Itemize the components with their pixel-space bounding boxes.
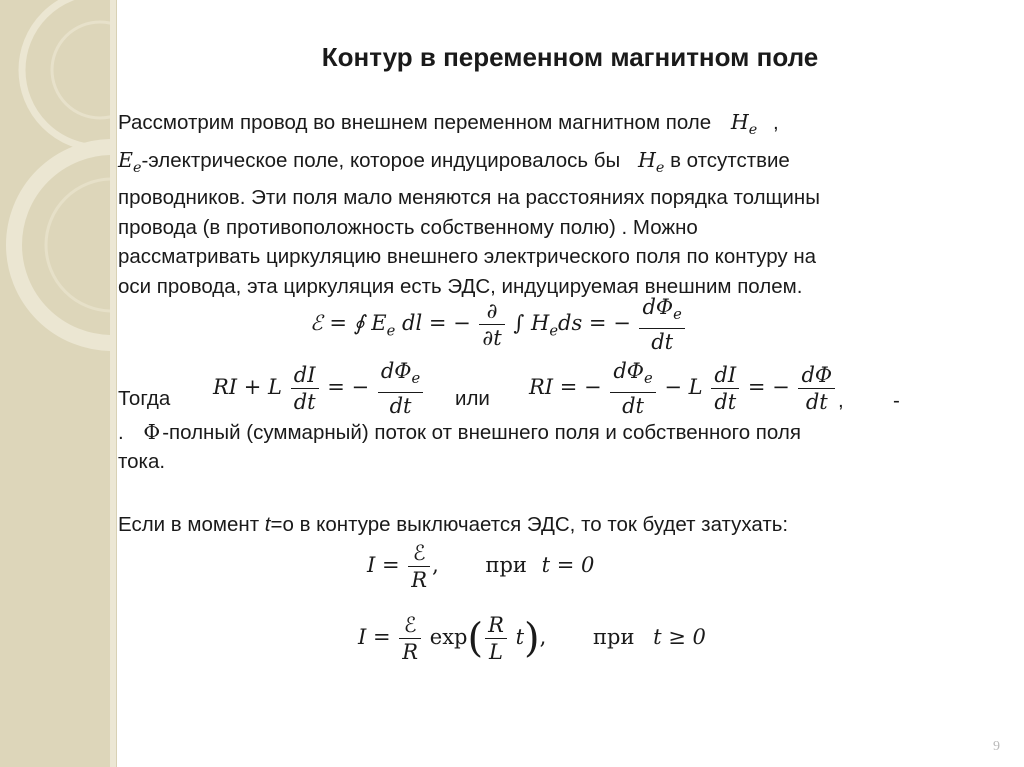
text-line-5: рассматривать циркуляцию внешнего электрического поля по контуру на bbox=[118, 245, 817, 269]
formula-current-t0: I = $\frac{\text{ℰ}}{R}$ , при t = 0 bbox=[367, 541, 595, 592]
symbol-He-inline: $H_e$ bbox=[638, 147, 665, 176]
symbol-He: $H_e$ bbox=[730, 110, 758, 139]
text-line-4: провода (в противоположность собственному полю) . Можно bbox=[118, 215, 698, 239]
text-line-2: $E_e$-электрическое поле, которое индуцировалось бы $H_e$ в отсутствие bbox=[118, 147, 790, 176]
label-togda: Тогда bbox=[118, 387, 171, 410]
side-panel-divider bbox=[116, 0, 117, 767]
paragraph-intro bbox=[118, 108, 948, 301]
text-line-6: оси провода, эта циркуляция есть ЭДС, индуцируемая внешним полем. bbox=[118, 274, 803, 298]
dash-after-eq2: - bbox=[893, 389, 900, 412]
formula-circuit-eq1: RI + L $\frac{dI}{dt}$ = − $\frac{d\Phi_e}{dt}$ bbox=[213, 358, 425, 419]
text-line-3: проводников. Эти поля мало меняются на расстояниях порядка толщины bbox=[118, 186, 820, 210]
symbol-phi: Φ bbox=[143, 420, 161, 444]
page-number: 9 bbox=[993, 739, 1000, 754]
text-line-toka: тока. bbox=[118, 450, 166, 473]
text-line-esli: Если в момент t=о в контуре выключается ЭДС, то ток будет затухать: bbox=[118, 513, 789, 536]
text-line-1: Рассмотрим провод во внешнем переменном магнитном поле $H_e$ , bbox=[118, 110, 779, 139]
symbol-Ee: $E_e$ bbox=[118, 147, 142, 176]
slide-title: Контур в переменном магнитном поле bbox=[321, 42, 819, 72]
formula-emf: ℰ = ∮ $E_e$ dl = − $\frac{\partial}{\partial t}$ ∫ $H_eds$ = − $\frac{d\Phi_e}{dt}$ bbox=[310, 294, 687, 355]
formula-circuit-eq2: RI = − $\frac{d\Phi_e}{dt}$ − L $\frac{dI}{dt}$ = − $\frac{d\Phi}{dt}$ bbox=[529, 358, 837, 419]
label-ili: или bbox=[455, 387, 490, 410]
decorative-rings-graphic bbox=[0, 0, 110, 767]
comma-after-eq2: , bbox=[838, 389, 844, 412]
text-line-phi: . Φ-полный (суммарный) поток от внешнего поля и собственного поля bbox=[118, 420, 801, 444]
side-decoration-panel bbox=[0, 0, 110, 767]
formula-current-decay: I = $\frac{\text{ℰ}}{R}$ exp( $\frac{R}{L}$ t), при t ≥ 0 bbox=[358, 613, 706, 664]
